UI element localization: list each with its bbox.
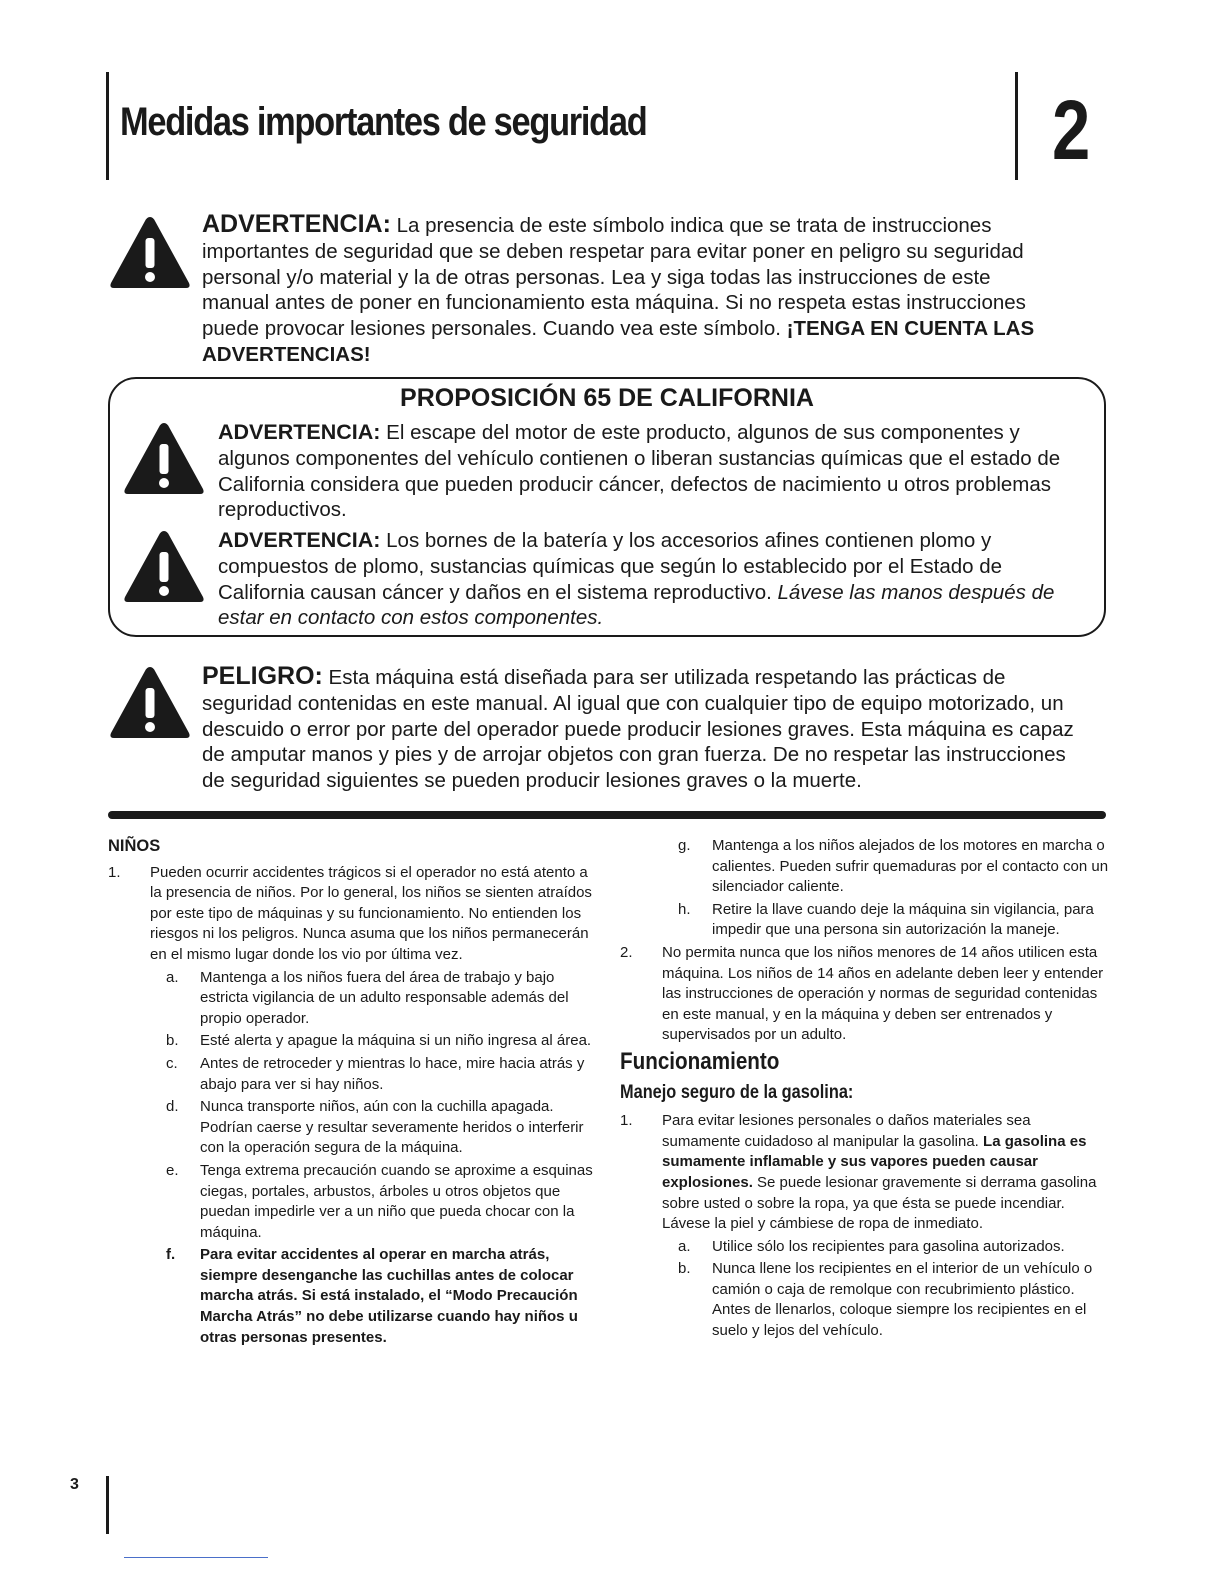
list-text [662,1111,1110,1235]
list-text: Pueden ocurrir accidentes trágicos si el operador no está atento a la presencia de niños. Por lo general, los niños se sienten atraídos por este tipo de máquinas y su funcionamiento. No entienden los riesgos ni los peligros. Nunca asuma que los niños permanecerán en el mismo lugar donde los vio por última vez. [150,863,592,963]
page-number: 3 [70,1476,79,1493]
list-text: Mantenga a los niños alejados de los motores en marcha o calientes. Pueden sufrir quemaduras por el contacto con un silenciador caliente. [712,837,1109,896]
list-subitem [620,900,1110,941]
warning-line: manual antes de poner en funcionamiento esta máquina. Si no respeta estas instrucciones [202,291,1026,315]
header-left-rule [106,72,109,180]
list-letter: a. [166,968,179,986]
list-text: Utilice sólo los recipientes para gasolina autorizados. [712,1237,1065,1255]
prop65-title: PROPOSICIÓN 65 DE CALIFORNIA [400,384,814,412]
list-subitem [108,1031,602,1052]
general-warning [202,212,1102,368]
danger-line: descuido o error por parte del operador puede producir lesiones graves. Esta máquina es capaz [202,717,1074,741]
chapter-number: 2 [1052,83,1091,177]
list-text: No permita nunca que los niños menores de 14 años utilicen esta máquina. Los niños de 14 años en adelante deben leer y entender las instrucciones de operación y normas de seguridad contenidas en este manual, y en la máquina y deben ser entrenados y supervisados por un adulto. [662,943,1104,1044]
list-text: Mantenga a los niños fuera del área de trabajo y bajo estricta vigilancia de un adulto responsable además del propio operador. [200,968,569,1027]
list-text-bold: La gasolina es sumamente inflamable y sus vapores pueden causar explosiones. [662,1132,1087,1191]
list-item [108,863,602,966]
list-text-part: Para evitar lesiones personales o daños materiales sea sumamente cuidadoso al manipular la gasolina. [662,1112,1031,1150]
list-letter: d. [166,1098,179,1116]
section-heading-ninos: NIÑOS [108,837,161,855]
list-subitem [108,1245,602,1348]
footer-rule [106,1476,109,1534]
list-subitem [108,1054,602,1095]
prop65-warning-label: ADVERTENCIA: [218,528,381,552]
list-text: Nunca transporte niños, aún con la cuchilla apagada. Podrían caerse y resultar severamente heridos o interferir con la operación segura de la máquina. [200,1098,584,1157]
list-text: Tenga extrema precaución cuando se aproxime a esquinas ciegas, portales, arbustos, árboles u otros objetos que puedan impedirle ver a un niño que pueda chocar con la máquina. [200,1161,593,1241]
warning-emphasis: ADVERTENCIAS! [202,342,371,366]
header-right-rule [1015,72,1018,180]
list-text-part: Se puede lesionar gravemente si derrama gasolina sobre usted o sobre la ropa, ya que ésta se puede incendiar. Lávese la piel y cámbiese de ropa de inmediato. [662,1173,1097,1233]
list-text: Nunca llene los recipientes en el interior de un vehículo o camión o caja de remolque con recubrimiento plástico. Antes de llenarlos, coloque siempre los recipientes en el suelo y lejos del vehículo. [712,1260,1093,1340]
warning-triangle-icon [122,528,206,604]
danger-triangle-icon [108,664,192,740]
warning-triangle-icon [108,214,192,290]
warning-triangle-icon [122,420,206,496]
warning-line: La presencia de este símbolo indica que se trata de instrucciones [390,214,992,237]
list-letter: c. [166,1054,178,1072]
subsection-heading-gasolina: Manejo seguro de la gasolina: [620,1081,854,1103]
prop65-warning-1 [218,420,1098,523]
prop65-line: El escape del motor de este producto, algunos de sus componentes y [380,421,1020,444]
list-subitem [108,1161,602,1243]
list-letter: a. [678,1237,691,1255]
danger-line: Esta máquina está diseñada para ser utilizada respetando las prácticas de [322,666,1006,689]
warning-line: puede provocar lesiones personales. Cuando vea este símbolo. [202,317,787,341]
prop65-line: compuestos de plomo, sustancias químicas que según lo establecido por el Estado de [218,554,1003,578]
list-text: Esté alerta y apague la máquina si un niño ingresa al área. [200,1032,592,1050]
prop65-line: algunos componentes del vehículo contienen o liberan sustancias químicas que el estado de [218,446,1061,470]
danger-label: PELIGRO: [202,662,323,690]
list-text: Antes de retroceder y mientras lo hace, mire hacia atrás y abajo para ver si hay niños. [200,1054,585,1093]
list-subitem [108,968,602,1030]
left-column [108,836,602,1350]
list-number: 1. [108,863,121,881]
prop65-line: reproductivos. [218,498,347,522]
section-divider [108,811,1106,819]
danger-line: de amputar manos y pies y de arrojar objetos con gran fuerza. De no respetar las instrucciones [202,743,1066,767]
prop65-warning-label: ADVERTENCIA: [218,420,381,444]
list-subitem [620,836,1110,898]
list-letter: h. [678,900,691,918]
right-column [620,836,1110,1344]
list-letter: b. [166,1032,179,1050]
prop65-italic: Lávese las manos después de [777,580,1055,604]
prop65-italic: estar en contacto con estos componentes. [218,606,604,630]
list-number: 2. [620,943,633,961]
list-subitem [108,1097,602,1159]
list-subitem [620,1259,1110,1341]
prop65-line: California causan cáncer y daños en el sistema reproductivo. [218,580,778,604]
warning-label: ADVERTENCIA: [202,210,391,238]
list-text: Retire la llave cuando deje la máquina sin vigilancia, para impedir que una persona sin autorización la maneje. [712,900,1094,939]
bottom-link-underline [124,1557,268,1558]
danger-line: seguridad contenidas en este manual. Al igual que con cualquier tipo de equipo motorizado, un [202,691,1064,715]
prop65-warning-2 [218,528,1098,631]
prop65-line: California considera que pueden producir cáncer, defectos de nacimiento u otros problemas [218,472,1052,496]
danger-line: de seguridad siguientes se pueden producir lesiones graves o la muerte. [202,769,862,793]
list-letter: f. [166,1246,176,1264]
prop65-line: Los bornes de la batería y los accesorios afines contienen plomo y [380,529,992,552]
danger-warning [202,664,1107,794]
warning-line: importantes de seguridad que se deben respetar para evitar poner en peligro su seguridad [202,239,1024,263]
warning-line: personal y/o material y la de otras personas. Lea y siga todas las instrucciones de este [202,265,991,289]
page-title: Medidas importantes de seguridad [120,100,647,144]
list-item [620,943,1110,1046]
list-text: Para evitar accidentes al operar en marcha atrás, siempre desenganche las cuchillas antes de colocar marcha atrás. Si está instalado, el “Modo Precaución Marcha Atrás” no debe utilizarse cuando hay niños u otras personas presentes. [200,1246,578,1346]
section-heading-funcionamiento: Funcionamiento [620,1047,780,1075]
list-letter: b. [678,1260,691,1278]
list-number: 1. [620,1112,633,1130]
list-letter: g. [678,837,691,854]
list-subitem [620,1237,1110,1258]
list-item [620,1111,1110,1235]
list-letter: e. [166,1161,179,1179]
warning-emphasis: ¡TENGA EN CUENTA LAS [786,317,1035,341]
